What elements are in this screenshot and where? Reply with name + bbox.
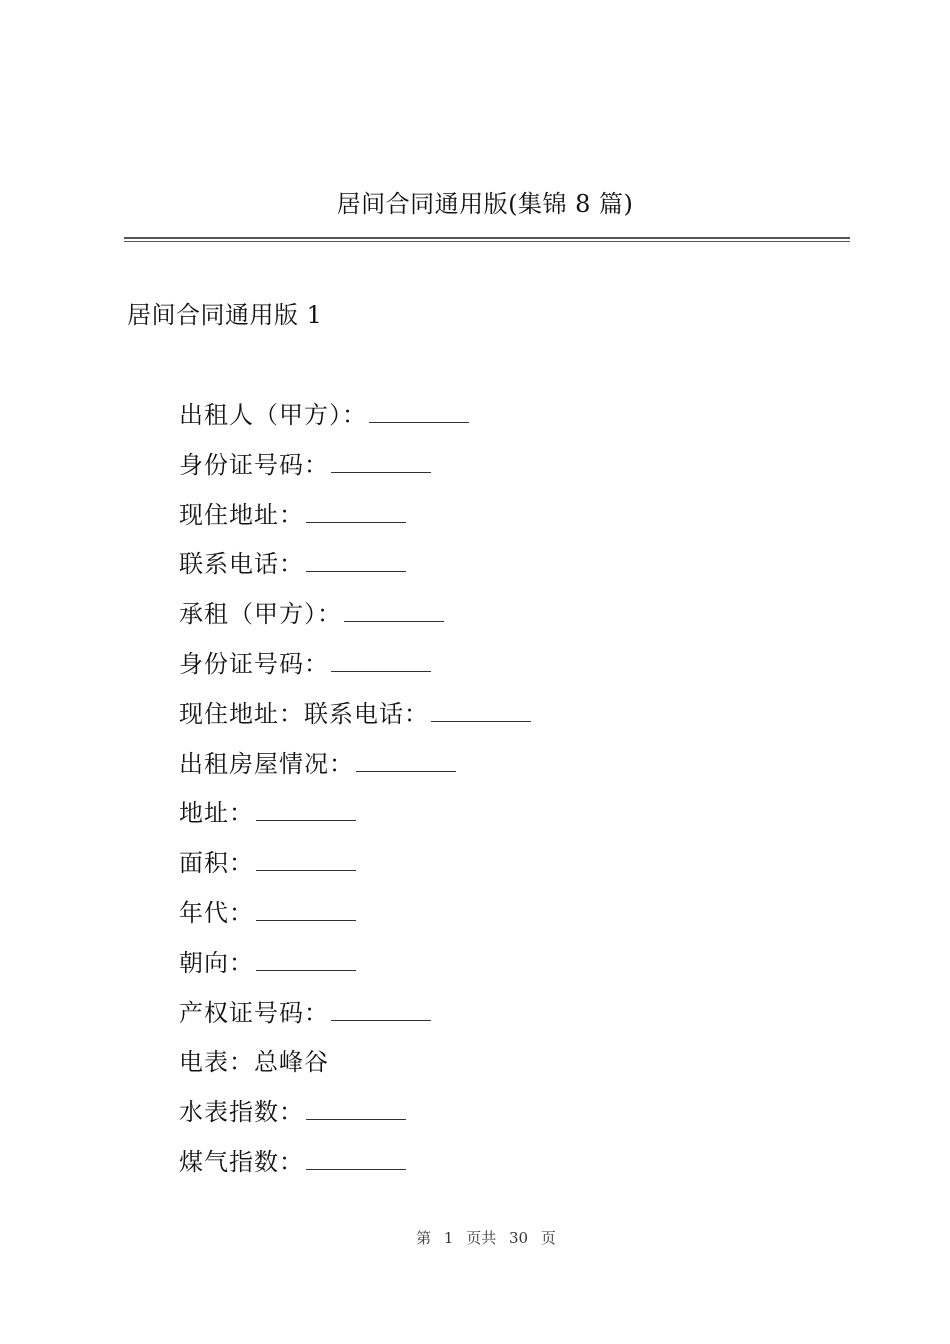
fill-in-blank[interactable] (256, 800, 356, 821)
section-heading: 居间合同通用版 1 (127, 301, 323, 329)
field-label: 面积： (179, 849, 254, 878)
field-label: 现住地址： (179, 500, 304, 529)
field-row-area (179, 845, 531, 895)
field-label: 现住地址：联系电话： (179, 699, 429, 728)
fill-in-blank[interactable] (256, 900, 356, 921)
field-row-lessor-id (179, 447, 531, 497)
field-label: 地址： (179, 799, 254, 828)
fill-in-blank[interactable] (306, 1149, 406, 1170)
field-row-lessor-phone (179, 546, 531, 596)
fill-in-blank[interactable] (356, 751, 456, 772)
fill-in-blank[interactable] (331, 452, 431, 473)
field-label: 承租（甲方）： (179, 600, 342, 629)
field-row-property-info (179, 746, 531, 796)
field-label: 年代： (179, 898, 254, 927)
field-row-lessee-id (179, 646, 531, 696)
document-title: 居间合同通用版(集锦 8 篇) (336, 190, 634, 218)
field-row-property-address (179, 795, 531, 845)
form-field-list (179, 397, 531, 1194)
field-row-lessor (179, 397, 531, 447)
field-row-year-built (179, 895, 531, 945)
field-row-lessor-address (179, 497, 531, 547)
field-row-deed-number (179, 995, 531, 1045)
field-label: 联系电话： (179, 550, 304, 579)
field-row-lessee (179, 596, 531, 646)
field-label: 煤气指数： (179, 1147, 304, 1176)
field-label: 朝向： (179, 948, 254, 977)
fill-in-blank[interactable] (306, 502, 406, 523)
field-label: 身份证号码： (179, 649, 329, 678)
field-label: 产权证号码： (179, 998, 329, 1027)
fill-in-blank[interactable] (256, 950, 356, 971)
fill-in-blank[interactable] (331, 651, 431, 672)
fill-in-blank[interactable] (431, 701, 531, 722)
fill-in-blank[interactable] (306, 1099, 406, 1120)
field-label: 电表：总峰谷 (179, 1048, 329, 1077)
field-label: 出租房屋情况： (179, 749, 354, 778)
page-number-footer: 第 1 页共 30 页 (416, 1229, 556, 1247)
fill-in-blank[interactable] (344, 601, 444, 622)
field-row-electric-meter (179, 1044, 531, 1094)
title-double-rule (124, 237, 850, 242)
field-row-lessee-address-phone (179, 696, 531, 746)
field-label: 身份证号码： (179, 450, 329, 479)
field-row-water-meter (179, 1094, 531, 1144)
fill-in-blank[interactable] (256, 850, 356, 871)
field-label: 水表指数： (179, 1098, 304, 1127)
fill-in-blank[interactable] (369, 402, 469, 423)
field-row-orientation (179, 945, 531, 995)
field-label: 出租人（甲方）： (179, 401, 367, 429)
field-row-gas-meter (179, 1144, 531, 1194)
fill-in-blank[interactable] (331, 1000, 431, 1021)
fill-in-blank[interactable] (306, 551, 406, 572)
